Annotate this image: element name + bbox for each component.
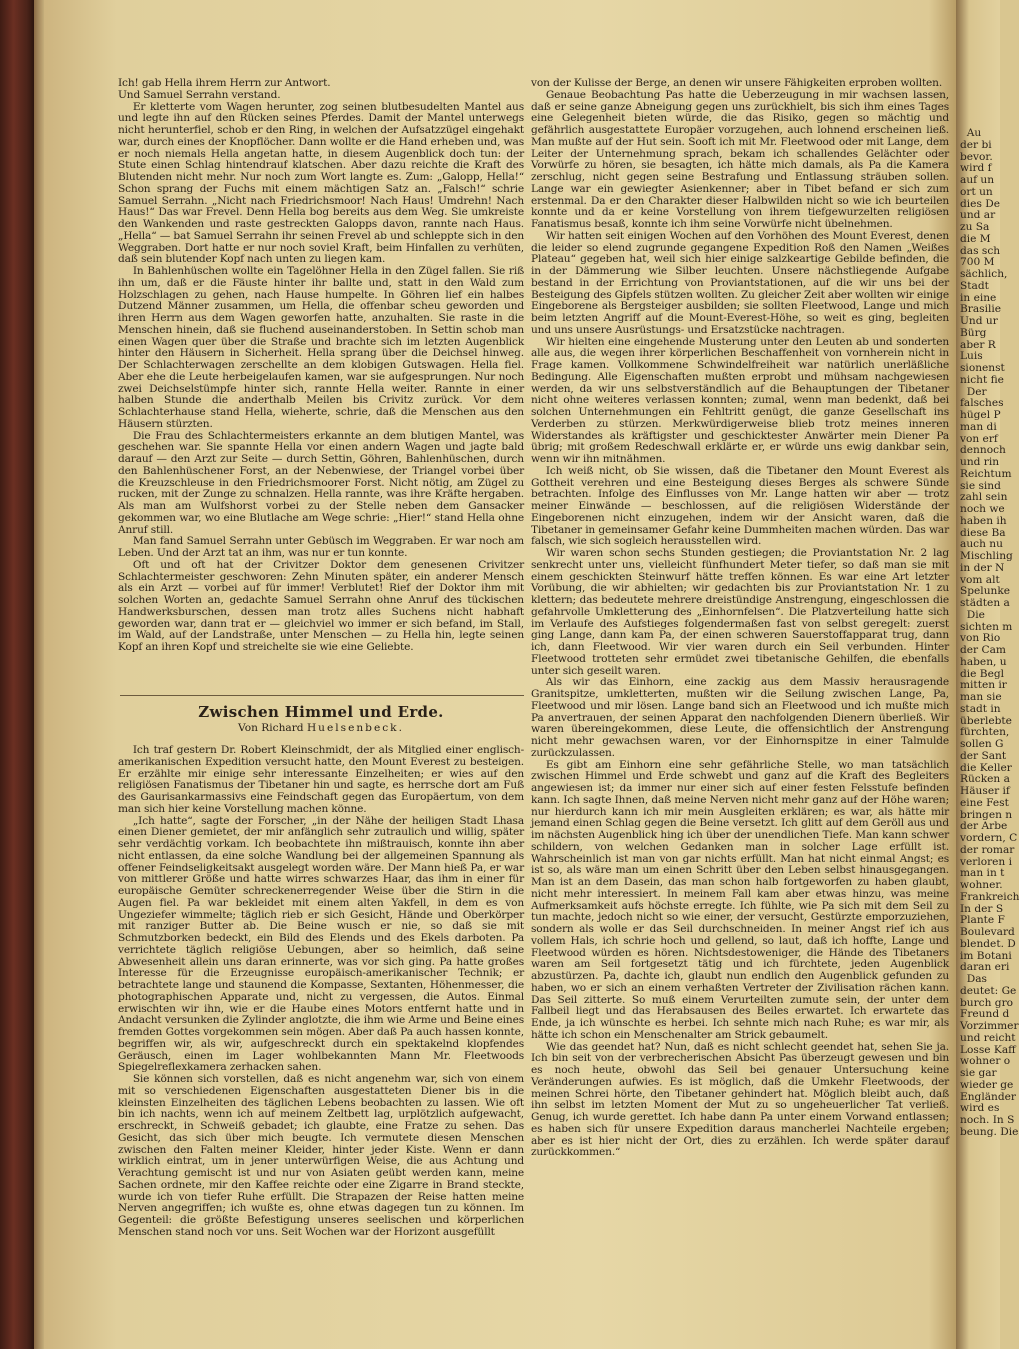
paragraph: Und Samuel Serrahn verstand.: [118, 88, 281, 101]
byline-prefix: Von Richard: [238, 722, 304, 734]
paragraph: von der Kulisse der Berge, an denen wir unsere Fähigkeiten erproben wollten.: [531, 77, 943, 89]
article-column-right: [531, 78, 949, 1159]
author-name: Huelsenbeck.: [306, 722, 404, 734]
paragraph: Er kletterte vom Wagen herunter, zog seinen blutbesudelten Mantel aus und legte ihn auf den Rücken seines Pferdes. Damit der Mantel unterwegs nicht herunterfiel, schob er den Ring, in welchen der Aufsatzzügel eingehakt war, durch eines der Knopflöcher. Dann wollte er die Hand erheben und, was er noch niemals Hella angetan hatte, in diesem Augenblick doch tun: der Stute einen Schlag hintendrauf klatschen. Aber dazu reichte die Kraft des Blutenden nicht mehr. Nur noch zum Wort langte es. Zum: „Galopp, Hella!“ Schon sprang der Fuchs mit einem mächtigen Satz an. „Falsch!“ schrie Samuel Serrahn. „Nicht nach Friedrichsmoor! Nach Haus! Umdrehn! Nach Haus!“ Das war Frevel. Denn Hella bog bereits aus dem Weg. Sie umkreiste den Wankenden und raste gestreckten Galopps davon, rannte nach Haus. „Hella“ — bat Samuel Serrahn ihr seinen Frevel ab und schleppte sich in den Weggraben. Dort hatte er nur noch soviel Kraft, beim Hinfallen zu verhüten, daß sein blutender Kopf nach unten zu liegen kam.: [118, 100, 524, 266]
book-binding: [0, 0, 34, 1349]
paragraph: „Ich hatte“, sagte der Forscher, „in der Nähe der heiligen Stadt Lhasa einen Diener gemietet, der mir anfänglich sehr zutraulich und willig, später sehr verdächtig vorkam. Ich beobachtete ihn mißtrauisch, konnte ihn aber nicht entlassen, da eine solche Wandlung bei der allgemeinen Spannung als offener Feindseligkeitsakt ausgelegt worden wäre. Der Mann hieß Pa, er war von mittlerer Größe und hatte wirres schwarzes Haar, das ihm in einer für europäische Gemüter schreckenerregender Weise über die Stirn in die Augen fiel. Pa war bekleidet mit einem alten Yakfell, in dem es von Ungeziefer wimmelte; täglich rieb er sich Gesicht, Hände und Oberkörper mit ranziger Butter ab. Die Beine wusch er nie, so daß sie mit Schmutzborken bedeckt, ein Bild des Elends und des Ekels darboten. Pa verrichtete täglich religiöse Uebungen, aber so heimlich, daß seine Abwesenheit allein uns daran erinnerte, was vor sich ging. Pa hatte großes Interesse für die Erzeugnisse europäisch-amerikanischer Technik; er betrachtete lange und staunend die Kompasse, Sextanten, Höhenmesser, die photographischen Apparate und, nicht zu vergessen, die Autos. Einmal erwischten wir ihn, wie er die Haube eines Motors entfernt hatte und in Andacht versunken die Zylinder anglotzte, die ihm wie Arme und Beine eines fremden Gottes vorgekommen sein mögen. Aber daß Pa auch hassen konnte, begriffen wir, als wir, aufgeschreckt durch ein spektakelnd klopfendes Geräusch, einen im Lager wohlbekannten Mann Mr. Fleetwoods Spiegelreflexkamera zerhacken sahen.: [118, 814, 524, 1074]
paragraph: Sie können sich vorstellen, daß es nicht angenehm war, sich von einem mit so verschiedenen Eigenschaften ausgestatteten Diener bis in die kleinsten Einzelheiten des täglichen Lebens beobachten zu lassen. Wie oft bin ich nachts, wenn ich auf meinem Zeltbett lag, urplötzlich aufgewacht, erschreckt, in Schweiß gebadet; ich glaubte, eine Fratze zu sehen. Das Gesicht, das sich über mich beugte. Ich vermutete diesen Menschen zwischen den Falten meiner Kleider, hinter jeder Kiste. Wenn er dann wirklich eintrat, um in jener unterwürfigen Weise, die aus Achtung und Verachtung gemischt ist und nur von Asiaten geübt werden kann, meine Sachen ordnete, mir den Kaffee reichte oder eine Zigarre in Brand steckte, wurde ich von tiefer Ruhe erfüllt. Die Strapazen der Reise hatten meine Nerven angegriffen; ich wußte es, ohne etwas dagegen tun zu können. Im Gegenteil: die größte Befestigung unseres seelischen und körperlichen Menschen stand noch vor uns. Seit Wochen war der Horizont ausgefüllt: [118, 1073, 524, 1238]
paragraph: Die Frau des Schlachtermeisters erkannte an dem blutigen Mantel, was geschehen war. Sie spannte Hella vor einen andern Wagen und jagte bald darauf — den Arzt zur Seite — durch Settin, Göhren, Bahlenhüschen, durch den Bahlenhüschener Forst, an der Nebenwiese, der Triangel vorbei über die Kreuzschleuse in den Friedrichsmoorer Forst. Nicht nötig, am Zügel zu rucken, mit der Zunge zu schnalzen. Hella rannte, was ihre Kräfte hergaben. Als man am Wulfshorst vorbei zu der Stelle neben dem Gansacker gekommen war, wo eine Blutlache am Wege schrie: „Hier!“ stand Hella ohne Anruf still.: [118, 429, 524, 536]
paragraph: Wir hielten eine eingehende Musterung unter den Leuten ab und sonderten alle aus, die wegen ihrer körperlichen Beschaffenheit von vornherein nicht in Frage kamen. Vollkommene Schwindelfreiheit war natürlich unerläßliche Bedingung. Alle Eigenschaften mußten erprobt und mühsam nachgewiesen werden, da wir uns selbstverständlich auf die Behauptungen der Tibetaner nicht ohne weiteres verlassen konnten; zumal, wenn man bedenkt, daß bei solchen Unternehmungen ein Fehltritt genügt, die ganze Gesellschaft ins Verderben zu stürzen. Merkwürdigerweise blieb trotz meines inneren Widerstandes als kräftigster und geschicktester Anwärter mein Diener Pa übrig; mit großem Redeschwall erklärte er, er würde uns ewig dankbar sein, wenn wir ihn mitnähmen.: [531, 335, 949, 465]
article-byline: [118, 722, 524, 734]
paragraph: Oft und oft hat der Crivitzer Doktor dem genesenen Crivitzer Schlachtermeister geschworen: Zehn Minuten später, ein anderer Mensch als ein Arzt — vorbei auf für immer! Verblutet! Rief der Doktor ihm mit solchen Worten an, gedachte Samuel Serrahn ohne Anruf des tückischen Handwerksburschen, dessen man trotz alles Suchens nicht habhaft geworden war, dann trat er — gleichviel wo immer er sich befand, im Stall, im Wald, auf der Landstraße, unter Menschen — zu Hella hin, legte seinen Kopf an ihren Kopf und streichelte sie wie eine Geliebte.: [118, 558, 524, 653]
paragraph: In Bahlenhüschen wollte ein Tagelöhner Hella in den Zügel fallen. Sie riß ihn um, daß er die Fäuste hinter ihr ballte und, statt in den Wald zum Holzschlagen zu gehen, nach Hause humpelte. In Göhren lief ein halbes Dutzend Männer zusammen, um Hella, die offenbar scheu geworden und ihren Herrn aus dem Wagen geworfen hatte, anzuhalten. Sie raste in die Menschen hinein, daß sie fluchend auseinanderstoben. In Settin schob man einen Wagen quer über die Straße und brachte sich im letzten Augenblick hinter den Häusern in Sicherheit. Hella sprang über die Deichsel hinweg. Der Schlachterwagen zerschellte an dem klobigen Gutswagen. Hella fiel. Aber ehe die Leute herbeigelaufen kamen, war sie aufgesprungen. Nur noch zwei Deichselstümpfe hinter sich, rannte Hella weiter. Rannte in einer halben Stunde die anderthalb Meilen bis Crivitz zurück. Vor dem Schlachterhause stand Hella, wieherte, schrie, daß die Menschen aus den Häusern stürzten.: [118, 265, 524, 430]
paragraph: Wir waren schon sechs Stunden gestiegen; die Proviantstation Nr. 2 lag senkrecht unter uns, vielleicht fünfhundert Meter tiefer, so daß man sie mit einem geschickten Steinwurf hätte treffen können. Es war eine Art letzter Vorübung, die wir abhielten; wir gedachten bis zur Proviantstation Nr. 1 zu klettern; das bedeutete mehrere dreistündige Anstrengung, eingeschlossen die gefahrvolle Umkletterung des „Einhornfelsen“. Die Platzverteilung hatte sich im Verlaufe des Aufstieges folgendermaßen fast von selbst geregelt: zuerst ging Lange, dann kam Pa, der einen schweren Sauerstoffapparat trug, dann ich, dann Fleetwood. Wir vier waren durch ein Seil verbunden. Hinter Fleetwood trotteten sehr ermüdet zwei tibetanische Gehilfen, die ebenfalls unter sich geseilt waren.: [531, 547, 949, 677]
next-page-text-fragments: Au der bi bevor. wird f auf un ort un dies De und ar zu Sa die M das sch 700 M sächlich, Stadt in eine Brasilie Und ur Bürg aber R Luis sionenst nicht fie Der falsches hügel P man di von erf dennoch und rin Reichtum sie sind zahl sein noch we haben ih diese Ba auch nu Mischling in der N vom alt Spelunke städten a Die sichten m von Rio der Cam haben, u die Begl mitten ir man sie stadt in überlebte fürchten, sollen G der Sant die Keller Rücken a Häuser if eine Fest bringen n der Arbe vordern, C der romar verloren i man in t wohner. Frankreich In der S Plante F Boulevard blendet. D im Botani daran eri Das deutet: Ge burch gro Freund d Vorzimmer und reicht Losse Kaff wohner o sie gar wieder ge Engländer wird es noch. In S beung. Die: [960, 127, 1019, 1138]
paragraph: Ich weiß nicht, ob Sie wissen, daß die Tibetaner den Mount Everest als Gottheit verehren und eine Besteigung dieses Berges als schwere Sünde betrachten. Infolge des Einflusses von Mr. Lange hatten wir aber — trotz meiner Einwände — beschlossen, auf die religiösen Widerstände der Eingeborenen nicht einzugehen, indem wir der Ansicht waren, daß die Tibetaner in gemeinsamer Gefahr keine Dummheiten machen würden. Das war falsch, wie sich sogleich herausstellen wird.: [531, 464, 949, 548]
paragraph: Ich traf gestern Dr. Robert Kleinschmidt, der als Mitglied einer englisch-amerikanischen Expedition versucht hatte, den Mount Everest zu besteigen. Er erzählte mir einige sehr interessante Einzelheiten; er wies auf den religiösen Fanatismus der Tibetaner hin und sagte, es herrsche dort am Fuß des Gaurisankarmassivs eine Feindschaft gegen das Europäertum, von dem man sich hier keine Vorstellung machen könne.: [118, 744, 524, 815]
paragraph: Als wir das Einhorn, eine zackig aus dem Massiv herausragende Granitspitze, umkletterten, mußten wir die Seilung zwischen Lange, Pa, Fleetwood und mir lösen. Lange band sich an Fleetwood und ich mußte mich Pa anvertrauen, der seinen Apparat den nachfolgenden Dienern überließ. Wir waren übereingekommen, diese Leute, die offensichtlich der Anstrengung nicht mehr gewachsen waren, vor der Einhornspitze in einer Talmulde zurückzulassen.: [531, 676, 949, 759]
paragraph: Ich! gab Hella ihrem Herrn zur Antwort.: [118, 77, 331, 89]
paragraph: Es gibt am Einhorn eine sehr gefährliche Stelle, wo man tatsächlich zwischen Himmel und Erde schwebt und ganz auf die Kraft des Begleiters angewiesen ist; da immer nur einer sich auf einer festen Felsstufe befinden kann. Ich sagte Ihnen, daß meine Nerven nicht mehr ganz auf der Höhe waren; nur hierdurch kann ich mir mein Ausgleiten erklären; es war, als hätte mir jemand einen Schlag gegen die Beine versetzt. Ich glitt auf dem Geröll aus und im nächsten Augenblick hing ich über der unendlichen Tiefe. Man kann schwer schildern, von welchen Gedanken man in solcher Lage erfüllt ist. Wahrscheinlich ist man von gar nichts erfüllt. Man hat nicht einmal Angst; es ist so, als wäre man um einen Schritt über den Leben selbst hinausgegangen. Man ist an dem Dasein, das man schon halb fortgeworfen zu haben glaubt, nicht mehr interessiert. In meinem Fall kam aber etwas hinzu, was meine Aufmerksamkeit aufs höchste erregte. Ich fühlte, wie Pa sich mit dem Seil zu tun machte, jedoch nicht so wie einer, der versucht, Gestürzte emporzuziehen, sondern als wolle er das Seil durchschneiden. In meiner Angst rief ich aus vollem Hals, ich schrie hoch und gellend, so laut, daß ich hoffte, Lange und Fleetwood würden es hören. Nichtsdestoweniger, die Hände des Tibetaners waren am Seil fortgesetzt tätig und ich fürchtete, jeden Augenblick abzustürzen. Pa, dachte ich, glaubt nun endlich den Augenblick gefunden zu haben, wo er sich an einem verhaßten Vertreter der Zivilisation rächen kann. Das Seil zitterte. So muß einem Verurteilten zumute sein, der unter dem Fallbeil liegt und das Herabsausen des Beiles erwartet. Ich erwartete das Ende, ja ich wünschte es herbei. Ich sehnte mich nach Ruhe; es war mir, als hätte ich schon ein Menschenalter am Strick gebaumelt.: [531, 758, 949, 1041]
paragraph: Wie das geendet hat? Nun, daß es nicht schlecht geendet hat, sehen Sie ja. Ich bin seit von der verbrecherischen Absicht Pas überzeugt gewesen und bin es noch heute, obwohl das Seil bei genauer Untersuchung keine Veränderungen aufwies. Es ist möglich, daß die Umkehr Fleetwoods, der meinen Schrei hörte, den Tibetaner gehindert hat. Möglich bleibt auch, daß ihn selbst im letzten Moment der Mut zu so ungeheuerlicher Tat verließ. Genug, ich wurde gerettet. Ich habe dann Pa unter einem Vorwand entlassen; es haben sich für unsere Expedition daraus mancherlei Nachteile ergeben; aber es ist hier nicht der Ort, dies zu erzählen. Ich werde später darauf zurückkommen.“: [531, 1040, 949, 1159]
section-divider: [120, 695, 524, 696]
paragraph: Wir hatten seit einigen Wochen auf den Vorhöhen des Mount Everest, denen die leider so elend zugrunde gegangene Expedition Roß den Namen „Weißes Plateau“ gegeben hat, weil sich hier einige salzkeartige Gebilde befinden, die in der Dämmerung wie Silber leuchten. Unsere nächstliegende Aufgabe bestand in der Errichtung von Proviantstationen, auf die wir uns bei der Besteigung des Gipfels stützen wollten. Zu gleicher Zeit aber wollten wir einige Eingeborene als Bergsteiger ausbilden; sie sollten Fleetwood, Lange und mich beim letzten Angriff auf die Mount-Everest-Höhe, so weit es ging, begleiten und uns unsere Ausrüstungs- und Ersatzstücke nachtragen.: [531, 229, 949, 336]
paragraph: Genaue Beobachtung Pas hatte die Ueberzeugung in mir wachsen lassen, daß er seine ganze Abneigung gegen uns zurückhielt, bis sich ihm eines Tages eine Gelegenheit bieten würde, die das Risiko, gegen so mächtig und gefährlich ausgestattete Europäer vorzugehen, auch lohnend erscheinen ließ. Man mußte auf der Hut sein. Sooft ich mit Mr. Fleetwood oder mit Lange, dem Leiter der Unternehmung sprach, bekam ich schallendes Gelächter oder Vorwürfe zu hören, sie besagten, ich hätte mich damals, als Pa die Kamera zerschlug, nicht gegen seine Bestrafung und Entlassung sträuben sollen. Lange war ein gewiegter Asienkenner; aber in Tibet befand er sich zum erstenmal. Da er den Charakter dieser Halbwilden nicht so wie ich beurteilen konnte und da er keine Vorstellung von ihrem tiefgewurzelten religiösen Fanatismus besaß, konnte ich ihm seine Vorwürfe nicht übelnehmen.: [531, 88, 949, 230]
article-title: Zwischen Himmel und Erde.: [198, 703, 444, 721]
paragraph: Man fand Samuel Serrahn unter Gebüsch im Weggraben. Er war noch am Leben. Und der Arzt tat an ihm, was nur er tun konnte.: [118, 535, 524, 559]
next-page-edge: [956, 0, 1019, 1349]
story-ending-column: [118, 78, 524, 654]
page-gutter: [34, 0, 44, 1349]
article-column-left: [118, 745, 524, 1239]
